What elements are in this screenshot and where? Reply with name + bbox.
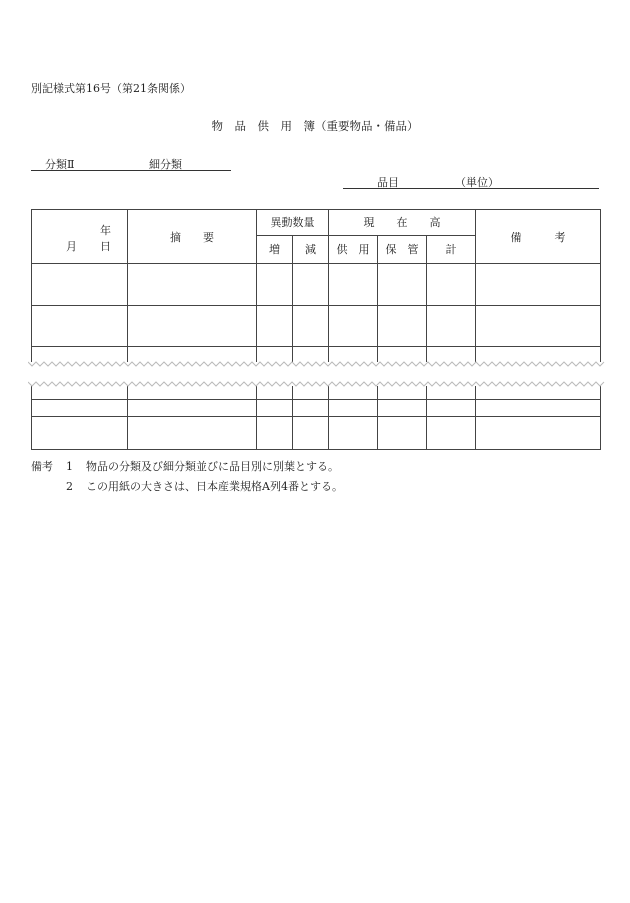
- date-cell[interactable]: [32, 306, 128, 347]
- increase-cell[interactable]: [257, 400, 293, 417]
- storage-cell[interactable]: [378, 264, 427, 306]
- note-text: この用紙の大きさは、日本産業規格A列4番とする。: [86, 480, 343, 493]
- remarks-cell[interactable]: [476, 417, 601, 450]
- note-text: 物品の分類及び細分類並びに品目別に別葉とする。: [86, 460, 339, 473]
- year-label: 年: [100, 224, 111, 237]
- date-cell[interactable]: [32, 264, 128, 306]
- date-cell[interactable]: [32, 417, 128, 450]
- total-cell[interactable]: [427, 417, 476, 450]
- in-use-cell[interactable]: [329, 417, 378, 450]
- in-use-header: 供 用: [329, 235, 378, 263]
- storage-cell[interactable]: [378, 306, 427, 347]
- increase-cell[interactable]: [257, 264, 293, 306]
- increase-cell[interactable]: [257, 306, 293, 347]
- summary-cell[interactable]: [128, 306, 257, 347]
- summary-cell[interactable]: [128, 400, 257, 417]
- decrease-cell[interactable]: [293, 264, 329, 306]
- classification-line: [31, 156, 231, 171]
- document-title: 物 品 供 用 簿（重要物品・備品）: [211, 119, 419, 133]
- summary-cell[interactable]: [128, 417, 257, 450]
- date-header-cell: [32, 210, 128, 264]
- remarks-cell[interactable]: [476, 264, 601, 306]
- item-line: [343, 174, 599, 189]
- hinmoku-label: 品目: [377, 176, 399, 189]
- remarks-cell[interactable]: [476, 400, 601, 417]
- table-row: [32, 264, 601, 306]
- storage-cell[interactable]: [378, 400, 427, 417]
- in-use-cell[interactable]: [329, 264, 378, 306]
- decrease-cell[interactable]: [293, 417, 329, 450]
- increase-header: 増: [257, 235, 293, 263]
- saibunrui-label: 細分類: [149, 158, 182, 171]
- day-label: 日: [100, 240, 111, 253]
- summary-cell[interactable]: [128, 264, 257, 306]
- total-cell[interactable]: [427, 400, 476, 417]
- current-stock-header: 現 在 高: [329, 210, 476, 236]
- table-row: [32, 417, 601, 450]
- note-number: 2: [66, 480, 73, 493]
- note-number: 1: [66, 460, 73, 473]
- tear-line-separator: [28, 356, 606, 392]
- month-label: 月: [66, 240, 77, 253]
- summary-header: 摘 要: [128, 210, 257, 264]
- date-cell[interactable]: [32, 400, 128, 417]
- change-quantity-header: 異動数量: [257, 210, 329, 236]
- in-use-cell[interactable]: [329, 400, 378, 417]
- table-row: [32, 400, 601, 417]
- total-cell[interactable]: [427, 306, 476, 347]
- decrease-header: 減: [293, 235, 329, 263]
- form-number: 別記様式第16号（第21条関係）: [31, 82, 191, 95]
- ledger-table: [31, 209, 601, 450]
- table-row: [32, 306, 601, 347]
- bunrui-label: 分類Ⅱ: [45, 158, 75, 171]
- total-cell[interactable]: [427, 264, 476, 306]
- in-use-cell[interactable]: [329, 306, 378, 347]
- storage-header: 保 管: [378, 235, 427, 263]
- total-header: 計: [427, 235, 476, 263]
- decrease-cell[interactable]: [293, 400, 329, 417]
- remarks-header: 備 考: [476, 210, 601, 264]
- remarks-cell[interactable]: [476, 306, 601, 347]
- storage-cell[interactable]: [378, 417, 427, 450]
- increase-cell[interactable]: [257, 417, 293, 450]
- decrease-cell[interactable]: [293, 306, 329, 347]
- tani-label: （単位）: [455, 176, 499, 189]
- notes-heading: 備考: [31, 460, 53, 473]
